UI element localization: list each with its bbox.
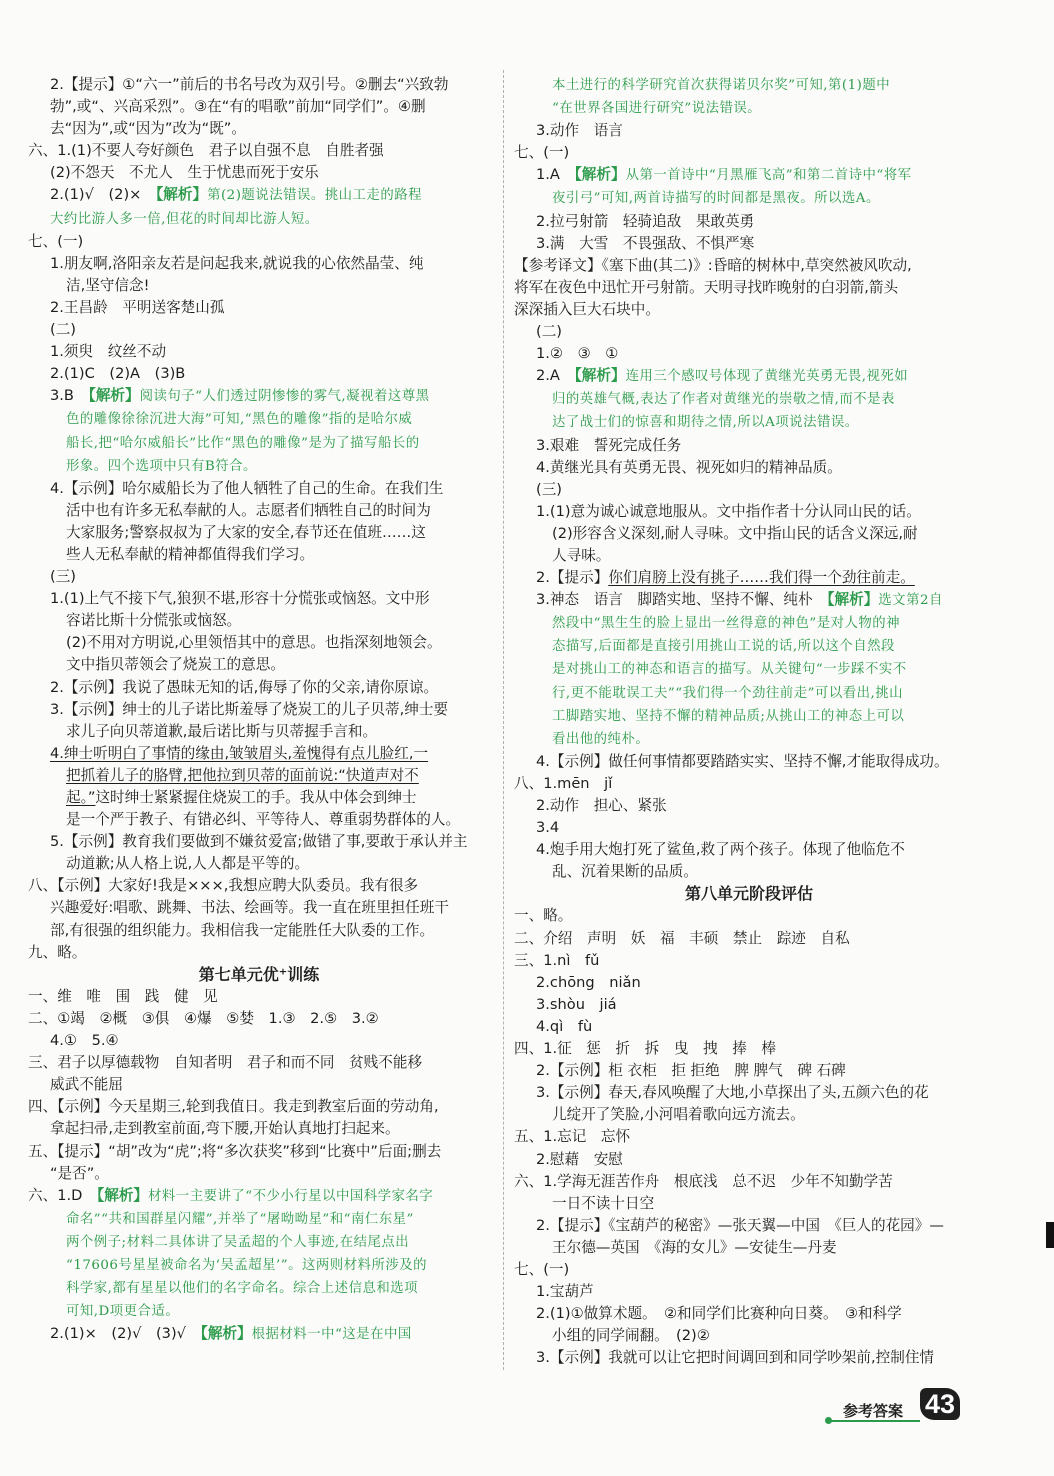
answer-text: (2)不怨天 不尤人 生于忧患而死于安乐 bbox=[50, 164, 319, 182]
answer-text: 六、1.学海无涯苦作舟 根底浅 总不迟 少年不知勤学苦 bbox=[514, 1172, 893, 1190]
answer-line bbox=[28, 341, 490, 363]
answer-line bbox=[514, 839, 984, 861]
answer-text: (2)形容含义深刻,耐人寻味。文中指山民的话含义深远,耐 bbox=[552, 524, 918, 542]
answer-line bbox=[514, 1038, 984, 1060]
answer-text: 2.【提示】 bbox=[536, 569, 609, 587]
answer-text: 2.(1)①做算术题。 ②和同学们比赛种向日葵。 ③和科学 bbox=[536, 1305, 902, 1323]
answer-line bbox=[28, 118, 490, 140]
analysis-text: 形象。四个选项中只有B符合。 bbox=[66, 458, 257, 474]
answer-text: 2.A bbox=[536, 367, 575, 385]
page-footer bbox=[828, 1386, 968, 1426]
answer-line bbox=[28, 140, 490, 162]
analysis-text: 然段中“黑生生的脸上显出一丝得意的神色”是对人物的神 bbox=[552, 616, 901, 632]
answer-line bbox=[514, 589, 984, 612]
answer-line bbox=[28, 297, 490, 319]
answer-text: 洁,坚守信念! bbox=[66, 276, 150, 294]
answer-line bbox=[28, 1163, 490, 1185]
answer-line bbox=[28, 1052, 490, 1074]
answer-line bbox=[514, 1016, 984, 1038]
answer-line bbox=[28, 1323, 490, 1346]
answer-text: 4.炮手用大炮打死了鲨鱼,救了两个孩子。体现了他临危不 bbox=[536, 841, 905, 859]
answer-line bbox=[28, 1118, 490, 1140]
answer-line bbox=[514, 1281, 984, 1303]
answer-text: 四、【示例】今天星期三,轮到我值日。我走到教室后面的劳动角, bbox=[28, 1098, 439, 1116]
answer-line bbox=[28, 986, 490, 1008]
answer-text: 1.A bbox=[536, 166, 575, 184]
answer-line bbox=[514, 1082, 984, 1104]
answer-text: 六、1.(1)不要人夸好颜色 君子以自强不息 自胜者强 bbox=[28, 142, 384, 160]
answer-line bbox=[28, 765, 490, 787]
answer-text: 2.(1)× (2)√ (3)√ bbox=[50, 1325, 201, 1343]
answer-line bbox=[28, 408, 490, 431]
answer-text: 二、介绍 声明 妖 福 丰硕 禁止 踪迹 自私 bbox=[514, 929, 850, 947]
analysis-text: 船长,把“哈尔威船长”比作“黑色的雕像”是为了描写船长的 bbox=[66, 435, 420, 451]
answer-text: 深深插入巨大石块中。 bbox=[514, 300, 660, 318]
answer-text: (二) bbox=[536, 323, 562, 341]
answer-line bbox=[28, 787, 490, 809]
answer-text: 一、略。 bbox=[514, 907, 573, 925]
answer-text: (三) bbox=[536, 480, 562, 498]
answer-text: 【参考译文】《塞下曲(其二)》:昏暗的树林中,草突然被风吹动, bbox=[514, 256, 912, 274]
analysis-text: 命名”“共和国群星闪耀”,并举了“屠呦呦星”和“南仁东星” bbox=[66, 1211, 414, 1227]
answer-text: 2.慰藉 安慰 bbox=[536, 1150, 623, 1168]
section-title bbox=[514, 883, 984, 905]
answer-line bbox=[514, 861, 984, 883]
analysis-text: 两个例子;材料二具体讲了吴孟超的个人事迹,在结尾点出 bbox=[66, 1234, 410, 1250]
analysis-text: 工脚踏实地、坚持不懈的精神品质;从挑山工的神态上可以 bbox=[552, 708, 905, 724]
answer-text: 2.【示例】我说了愚昧无知的话,侮辱了你的父亲,请你原谅。 bbox=[50, 678, 439, 696]
answer-line bbox=[514, 277, 984, 299]
answer-text: 3.【示例】绅士的儿子诺比斯羞辱了烧炭工的儿子贝蒂,绅士要 bbox=[50, 700, 449, 718]
answer-text: 六、1.D bbox=[28, 1186, 97, 1204]
answer-line bbox=[514, 97, 984, 120]
answer-line bbox=[514, 1259, 984, 1281]
answer-text: 威武不能屈 bbox=[50, 1076, 123, 1094]
footer-label: 参考答案 bbox=[843, 1402, 904, 1420]
answer-text: (2)不用对方明说,心里领悟其中的意思。也指深刻地领会。 bbox=[66, 634, 442, 652]
answer-text: 勃”,或“、兴高采烈”。③在“有的唱歌”前加“同学们”。④删 bbox=[50, 98, 426, 116]
answer-line bbox=[28, 522, 490, 544]
edge-tab-mark bbox=[1046, 1222, 1054, 1248]
analysis-text: “17606号星星被命名为‘吴孟超星’”。这两则材料所涉及的 bbox=[66, 1257, 428, 1273]
answer-text: 三、1.nì fǔ bbox=[514, 951, 600, 969]
answer-line bbox=[28, 1208, 490, 1231]
answer-text: 1.须臾 纹丝不动 bbox=[50, 343, 167, 361]
answer-text: 文中指贝蒂领会了烧炭工的意思。 bbox=[66, 656, 285, 674]
answer-line bbox=[28, 588, 490, 610]
answer-line bbox=[514, 1126, 984, 1148]
answer-line bbox=[514, 1347, 984, 1369]
answer-text: 第八单元阶段评估 bbox=[684, 884, 813, 904]
analysis-text: 达了战士们的惊喜和期待之情,所以A项说法错误。 bbox=[552, 415, 859, 431]
analysis-text: 材料一主要讲了“不少小行星以中国科学家名字 bbox=[148, 1188, 434, 1204]
analysis-text: 看出他的纯朴。 bbox=[552, 731, 650, 747]
answer-line bbox=[514, 751, 984, 773]
answer-text: 4.① 5.④ bbox=[50, 1032, 119, 1050]
answer-line bbox=[28, 920, 490, 942]
answer-line bbox=[28, 1030, 490, 1052]
answer-text: 你们肩膀上没有挑子……我们得一个劲往前走。 bbox=[608, 569, 915, 587]
answer-text: 2.动作 担心、紧张 bbox=[536, 797, 667, 814]
answer-line bbox=[514, 1193, 984, 1215]
analysis-text: 是对挑山工的神态和语言的描写。从关键句“一步踩不实不 bbox=[552, 662, 907, 678]
answer-line bbox=[514, 1303, 984, 1325]
answer-line bbox=[28, 275, 490, 297]
answer-text: 三、君子以厚德载物 自知者明 君子和而不同 贫贱不能移 bbox=[28, 1054, 423, 1072]
answer-text: 将军在夜色中迅忙开弓射箭。天明寻找昨晚射的白羽箭,箭头 bbox=[514, 278, 899, 296]
answer-line bbox=[28, 610, 490, 632]
answer-line bbox=[28, 1185, 490, 1208]
answer-text: 1.宝葫芦 bbox=[536, 1283, 594, 1301]
answer-line bbox=[514, 682, 984, 705]
answer-line bbox=[514, 612, 984, 635]
answer-text: 3.B bbox=[50, 387, 89, 405]
answer-text: 3.4 bbox=[536, 819, 560, 837]
answer-line bbox=[514, 411, 984, 434]
analysis-text: 连用三个感叹号体现了黄继光英勇无畏,视死如 bbox=[625, 369, 909, 385]
answer-text: 是一个严于教子、有错必纠、平等待人、尊重弱势群体的人。 bbox=[66, 811, 461, 829]
answer-text: 七、(一) bbox=[28, 232, 84, 250]
analysis-tag: 【解析】 bbox=[574, 166, 626, 184]
answer-text: 这时绅士紧紧握住烧炭工的手。我从中体会到绅士 bbox=[95, 789, 417, 806]
answer-line bbox=[514, 773, 984, 795]
analysis-text: 阅读句子“人们透过阴惨惨的雾气,凝视着这尊黑 bbox=[139, 389, 430, 405]
answer-text: 动道歉;从人格上说,人人都是平等的。 bbox=[66, 855, 310, 873]
answer-line bbox=[28, 231, 490, 253]
answer-line bbox=[514, 365, 984, 388]
answer-line bbox=[514, 343, 984, 365]
answer-line bbox=[28, 1074, 490, 1096]
answer-text: 1.(1)意为诚心诚意地服从。文中指作者十分认同山民的话。 bbox=[536, 502, 921, 520]
answer-text: 2.拉弓射箭 轻骑追敌 果敢英勇 bbox=[536, 212, 755, 230]
answer-text: “是否”。 bbox=[50, 1164, 109, 1182]
answer-text: 4.qì fù bbox=[536, 1017, 593, 1035]
answer-text: 一、维 唯 围 践 健 见 bbox=[28, 987, 218, 1005]
answer-text: 小组的同学闹翻。 (2)② bbox=[552, 1327, 710, 1345]
answer-text: 人寻味。 bbox=[552, 546, 611, 564]
answer-line bbox=[514, 1237, 984, 1259]
answer-text: 3.艰难 誓死完成任务 bbox=[536, 436, 682, 454]
answer-text: 1.朋友啊,洛阳亲友若是问起我来,就说我的心依然晶莹、纯 bbox=[50, 254, 424, 272]
answer-text: 容诺比斯十分慌张或恼怒。 bbox=[66, 612, 242, 630]
answer-text: 1.(1)上气不接下气,狼狈不堪,形容十分慌张或恼怒。文中形 bbox=[50, 590, 430, 608]
answer-text: 些人无私奉献的精神都值得我们学习。 bbox=[66, 545, 315, 563]
answer-text: 第七单元优⁺训练 bbox=[198, 964, 320, 984]
answer-text: (三) bbox=[50, 568, 76, 586]
answer-line bbox=[28, 432, 490, 455]
analysis-text: “在世界各国进行研究”说法错误。 bbox=[552, 101, 762, 117]
answer-line bbox=[514, 479, 984, 501]
answer-text: 3.【示例】我就可以让它把时间调回到和同学吵架前,控制住情 bbox=[536, 1349, 935, 1367]
answer-line bbox=[28, 208, 490, 231]
answer-text: 3.【示例】春天,春风唤醒了大地,小草探出了头,五颜六色的花 bbox=[536, 1084, 929, 1102]
answer-line bbox=[514, 211, 984, 233]
answer-line bbox=[514, 635, 984, 658]
answer-line bbox=[28, 721, 490, 743]
answer-text: 2.chōng niǎn bbox=[536, 973, 641, 991]
answer-line bbox=[514, 457, 984, 479]
answer-text: 二、①竭 ②概 ③俱 ④爆 ⑤婪 1.③ 2.⑤ 3.② bbox=[28, 1009, 379, 1027]
answer-line bbox=[28, 544, 490, 566]
answer-line bbox=[514, 1325, 984, 1347]
answer-text: 一日不读十日空 bbox=[552, 1194, 655, 1212]
answer-line bbox=[28, 654, 490, 676]
answer-line bbox=[28, 500, 490, 522]
answer-line bbox=[28, 632, 490, 654]
answer-line bbox=[514, 567, 984, 589]
analysis-text: 色的雕像徐徐沉进大海”可知,“黑色的雕像”指的是哈尔威 bbox=[66, 412, 413, 428]
answer-line bbox=[28, 853, 490, 875]
analysis-tag: 【解析】 bbox=[200, 1325, 252, 1343]
answer-line bbox=[514, 120, 984, 142]
answer-text: 七、(一) bbox=[514, 144, 570, 162]
answer-text: 5.【示例】教育我们要做到不嫌贫爱富;做错了事,要敢于承认并主 bbox=[50, 833, 468, 851]
answer-text: 2.(1)√ (2)× bbox=[50, 186, 156, 204]
answer-line bbox=[28, 743, 490, 765]
answer-line bbox=[514, 994, 984, 1016]
answer-line bbox=[514, 299, 984, 321]
answer-text: 2.(1)C (2)A (3)B bbox=[50, 365, 186, 383]
analysis-text: 行,更不能耽误工夫”“我们得一个劲往前走”可以看出,挑山 bbox=[552, 685, 904, 701]
answer-text: 3.动作 语言 bbox=[536, 122, 623, 140]
answer-text: 4.【示例】做任何事情都要踏踏实实、坚持不懈,才能取得成功。 bbox=[536, 752, 949, 770]
answer-line bbox=[28, 74, 490, 96]
analysis-tag: 【解析】 bbox=[88, 387, 140, 405]
answer-line bbox=[28, 942, 490, 964]
answer-line bbox=[28, 699, 490, 721]
answer-line bbox=[514, 928, 984, 950]
answer-line bbox=[514, 233, 984, 255]
analysis-text: 可知,D项更合适。 bbox=[66, 1304, 180, 1320]
answer-text: 七、(一) bbox=[514, 1260, 570, 1278]
answer-line bbox=[28, 875, 490, 897]
answer-line bbox=[28, 385, 490, 408]
answer-text: 起。” bbox=[66, 789, 96, 806]
answer-line bbox=[28, 1231, 490, 1254]
answer-text: 3.满 大雪 不畏强敌、不惧严寒 bbox=[536, 234, 755, 252]
analysis-tag: 【解析】 bbox=[574, 367, 626, 385]
section-title bbox=[28, 964, 490, 986]
analysis-tag: 【解析】 bbox=[827, 591, 879, 609]
answer-text: 把抓着儿子的胳臂,把他拉到贝蒂的面前说:“快道声对不 bbox=[66, 766, 419, 784]
answer-text: 求儿子向贝蒂道歉,最后诺比斯与贝蒂握手言和。 bbox=[66, 722, 378, 740]
answer-text: 4.【示例】哈尔威船长为了他人牺牲了自己的生命。在我们生 bbox=[50, 479, 444, 497]
answer-line bbox=[28, 677, 490, 699]
answer-line bbox=[514, 817, 984, 839]
answer-line bbox=[28, 455, 490, 478]
answer-line bbox=[514, 705, 984, 728]
answer-line bbox=[28, 363, 490, 385]
answer-text: 1.② ③ ① bbox=[536, 345, 619, 363]
answer-line bbox=[514, 435, 984, 457]
answer-text: 八、【示例】大家好!我是×××,我想应聘大队委员。我有很多 bbox=[28, 877, 419, 895]
answer-text: 部,有很强的组织能力。我相信我一定能胜任大队委的工作。 bbox=[50, 921, 435, 939]
answer-line bbox=[28, 1300, 490, 1323]
answer-text: 3.shòu jiá bbox=[536, 995, 617, 1013]
answer-line bbox=[28, 1254, 490, 1277]
answer-line bbox=[28, 1096, 490, 1118]
answer-text: 王尔德—英国 《海的女儿》—安徒生—丹麦 bbox=[552, 1238, 837, 1256]
page-number: 43 bbox=[920, 1388, 960, 1420]
answer-line bbox=[514, 164, 984, 187]
answer-text: 乱、沉着果断的品质。 bbox=[552, 863, 698, 881]
answer-line bbox=[28, 319, 490, 341]
left-column bbox=[28, 74, 490, 1346]
answer-line bbox=[28, 162, 490, 184]
answer-text: (二) bbox=[50, 321, 76, 339]
analysis-text: 夜引弓”可知,两首诗描写的时间都是黑夜。所以选A。 bbox=[552, 191, 880, 207]
answer-line bbox=[514, 658, 984, 681]
answer-line bbox=[28, 809, 490, 831]
answer-text: 3.神态 语言 脚踏实地、坚持不懈、纯朴 bbox=[536, 591, 828, 609]
answer-line bbox=[514, 950, 984, 972]
analysis-text: 态描写,后面都是直接引用挑山工说的话,所以这个自然段 bbox=[552, 639, 895, 655]
answer-line bbox=[514, 1149, 984, 1171]
answer-text: 兴趣爱好:唱歌、跳舞、书法、绘画等。我一直在班里担任班干 bbox=[50, 899, 449, 917]
answer-text: 拿起扫帚,走到教室前面,弯下腰,开始认真地打扫起来。 bbox=[50, 1120, 400, 1138]
analysis-tag: 【解析】 bbox=[96, 1186, 149, 1204]
answer-line bbox=[514, 74, 984, 97]
answer-text: 2.【提示】《宝葫芦的秘密》—张天翼—中国 《巨人的花园》— bbox=[536, 1216, 944, 1234]
answer-line bbox=[514, 905, 984, 927]
answer-text: 八、1.mēn jǐ bbox=[514, 774, 613, 792]
analysis-text: 根据材料一中“这是在中国 bbox=[251, 1327, 412, 1343]
analysis-text: 大约比游人多一倍,但花的时间却比游人短。 bbox=[50, 211, 319, 227]
answer-line bbox=[514, 142, 984, 164]
answer-text: 4.黄继光具有英勇无畏、视死如归的精神品质。 bbox=[536, 458, 842, 476]
answer-text: 2.【示例】柜 衣柜 拒 拒绝 脾 脾气 碑 石碑 bbox=[536, 1062, 846, 1080]
analysis-tag: 【解析】 bbox=[155, 186, 208, 204]
answer-text: 四、1.征 惩 折 拆 曳 拽 捧 棒 bbox=[514, 1040, 777, 1058]
answer-line bbox=[514, 1171, 984, 1193]
analysis-text: 科学家,都有星星以他们的名字命名。综合上述信息和选项 bbox=[66, 1281, 419, 1297]
answer-line bbox=[514, 728, 984, 751]
answer-line bbox=[514, 972, 984, 994]
answer-text: 五、1.忘记 忘怀 bbox=[514, 1128, 631, 1146]
analysis-text: 本土进行的科学研究首次获得诺贝尔奖”可知,第(1)题中 bbox=[552, 78, 891, 93]
answer-line bbox=[514, 255, 984, 277]
answer-line bbox=[514, 523, 984, 545]
answer-line bbox=[514, 1060, 984, 1082]
answer-line bbox=[28, 831, 490, 853]
analysis-text: 从第一首诗中“月黑雁飞高”和第二首诗中“将军 bbox=[625, 168, 912, 184]
right-column bbox=[514, 74, 984, 1369]
answer-text: 去“因为”,或“因为”改为“既”。 bbox=[50, 120, 246, 138]
answer-line bbox=[514, 321, 984, 343]
answer-line bbox=[514, 1104, 984, 1126]
answer-line bbox=[514, 795, 984, 817]
answer-line bbox=[28, 1008, 490, 1030]
answer-line bbox=[514, 1215, 984, 1237]
answer-text: 活中也有许多无私奉献的人。志愿者们牺牲自己的时间为 bbox=[66, 501, 431, 519]
answer-line bbox=[514, 545, 984, 567]
answer-text: 儿绽开了笑脸,小河唱着歌向远方流去。 bbox=[552, 1106, 805, 1124]
answer-line bbox=[28, 253, 490, 275]
answer-line bbox=[514, 187, 984, 210]
answer-line bbox=[28, 897, 490, 919]
answer-line bbox=[28, 478, 490, 500]
column-divider bbox=[503, 70, 504, 1370]
answer-line bbox=[28, 566, 490, 588]
analysis-text: 归的英雄气概,表达了作者对黄继光的崇敬之情,而不是表 bbox=[552, 392, 895, 408]
answer-text: 2.王昌龄 平明送客楚山孤 bbox=[50, 298, 225, 316]
answer-line bbox=[514, 501, 984, 523]
answer-line bbox=[28, 96, 490, 118]
answer-line bbox=[514, 388, 984, 411]
answer-line bbox=[28, 1277, 490, 1300]
analysis-text: 选文第2自 bbox=[878, 593, 943, 609]
answer-text: 九、略。 bbox=[28, 943, 87, 961]
answer-line bbox=[28, 1141, 490, 1163]
answer-text: 五、【提示】“胡”改为“虎”;将“多次获奖”移到“比赛中”后面;删去 bbox=[28, 1142, 442, 1160]
analysis-text: 第(2)题说法错误。挑山工走的路程 bbox=[207, 188, 422, 204]
answer-line bbox=[28, 184, 490, 207]
answer-text: 大家服务;警察叔叔为了大家的安全,春节还在值班……这 bbox=[66, 523, 426, 541]
answer-text: 2.【提示】①“六一”前后的书名号改为双引号。②删去“兴致勃 bbox=[50, 76, 449, 93]
answer-text: 4.绅士听明白了事情的缘由,皱皱眉头,羞愧得有点儿脸红,一 bbox=[50, 744, 429, 762]
